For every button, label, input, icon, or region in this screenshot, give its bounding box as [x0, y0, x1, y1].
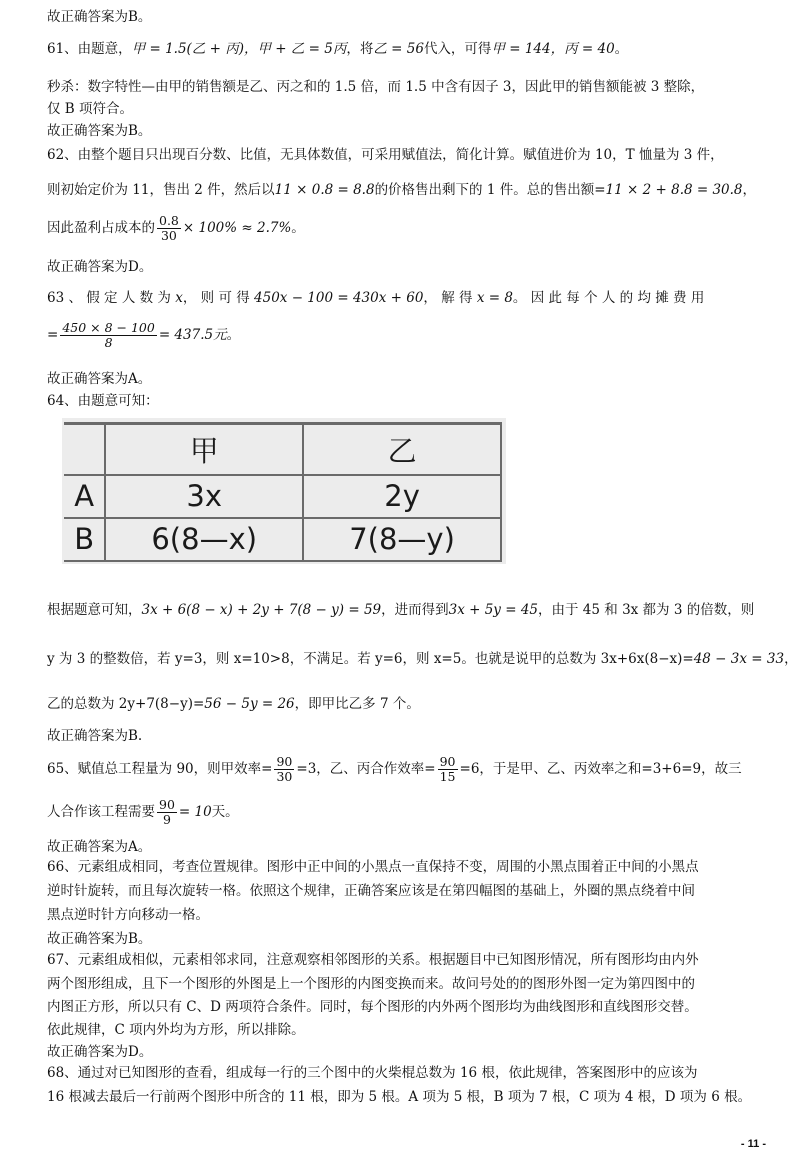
solution-65-line2 [47, 795, 782, 829]
solution-66-line2: 逆时针旋转，而且每次旋转一格。依照这个规律，正确答案应该是在第四幅图的基础上，外圈的黑点绕着中间 [47, 883, 695, 899]
answer-line-67: 故正确答案为D。 [47, 1044, 153, 1060]
equation: x = 8 [476, 290, 513, 306]
answer-line-66: 故正确答案为B。 [47, 931, 152, 947]
answer-line-60: 故正确答案为B。 [47, 9, 152, 25]
text: 。 [291, 220, 305, 236]
text: 则初始定价为 11，售出 2 件，然后以 [47, 182, 275, 198]
table-cell: 乙 [303, 424, 501, 475]
equation: 乙 = 56 [373, 41, 424, 57]
solution-61-line1 [47, 40, 782, 58]
solution-67-line1: 67、元素组成相似，元素相邻求同，注意观察相邻图形的关系。根据题目中已知图形情况，所有图形均由内外 [47, 952, 699, 968]
denominator: 30 [157, 228, 181, 243]
solution-62-line3 [47, 213, 782, 243]
solution-62-line1: 62、由整个题目只出现百分数、比值，无具体数值，可采用赋值法，简化计算。赋值进价为 10，T 恤量为 3 件， [47, 147, 724, 163]
text: ， [742, 182, 757, 198]
answer-line-63: 故正确答案为A。 [47, 371, 152, 387]
table-cell: B [64, 518, 105, 561]
answer-line-62: 故正确答案为D。 [47, 259, 153, 275]
text: 。 [614, 41, 629, 57]
text: ，进而得到 [381, 602, 449, 618]
numerator: 0.8 [159, 213, 179, 228]
equation: 3x + 5y = 45 [448, 602, 539, 618]
table-cell: 7(8—y) [303, 518, 501, 561]
text: ， 则 可 得 [182, 290, 250, 306]
fraction [60, 321, 157, 350]
text: ， [784, 651, 798, 667]
answer-line-61: 故正确答案为B。 [47, 123, 152, 139]
text: 65、赋值总工程量为 90，则甲效率= [47, 761, 273, 777]
solution-67-line4: 依此规律，C 项内外均为方形，所以排除。 [47, 1022, 305, 1038]
fraction [438, 755, 458, 784]
text: 。 因 此 每 个 人 的 均 摊 费 用 [512, 290, 705, 306]
text: 3，乙、丙合作效率= [307, 761, 436, 777]
answer-line-64: 故正确答案为B. [47, 728, 143, 744]
equation: 3x + 6(8 − x) + 2y + 7(8 − y) = 59 [141, 602, 382, 618]
solution-63-line2 [47, 320, 782, 350]
solution-66-line1: 66、元素组成相同，考查位置规律。图形中正中间的小黑点一直保持不变，周围的小黑点围着正中间的小黑点 [47, 859, 699, 875]
solution-64-line3 [47, 695, 782, 713]
equation: 11 × 0.8 = 8.8 [274, 182, 375, 198]
fraction [274, 755, 294, 784]
table-cell: A [64, 475, 105, 518]
equation: × 100% ≈ 2.7% [182, 220, 292, 236]
solution-66-line3: 黑点逆时针方向移动一格。 [47, 907, 209, 923]
denominator: 15 [439, 769, 456, 784]
text: ，将 [346, 41, 374, 57]
equation: = 10 [178, 804, 212, 820]
denominator: 9 [157, 812, 177, 827]
solution-67-line2: 两个图形组成，且下一个图形的外图是上一个图形的内图变换而来。故问号处的的图形外图一定为第四图中的 [47, 976, 695, 992]
numerator: 450 × 8 − 100 [62, 320, 155, 335]
solution-68-line2: 16 根减去最后一行前两个图形中所含的 11 根，即为 5 根。A 项为 5 根，B 项为 7 根，C 项为 4 根，D 项为 6 根。 [47, 1089, 752, 1105]
solution-62-line2 [47, 181, 782, 199]
table-header-row [64, 424, 501, 475]
text: 61、由题意， [47, 41, 132, 57]
table-row [64, 475, 501, 518]
equation: = 437.5元 [158, 327, 227, 343]
solution-61-line2: 秒杀：数字特性—由甲的销售额是乙、丙之和的 1.5 倍，而 1.5 中含有因子 3，因此甲的销售额能被 3 整除， [47, 79, 705, 95]
equation: 甲 = 144，丙 = 40 [491, 41, 615, 57]
fraction [157, 214, 181, 243]
table-cell: 甲 [105, 424, 303, 475]
equation: x [175, 290, 183, 306]
table-cell: 6(8—x) [105, 518, 303, 561]
text: 人合作该工程需要 [47, 804, 155, 820]
text: 乙的总数为 2y+7(8−y)= [47, 696, 205, 712]
denominator: 8 [60, 335, 157, 350]
solution-65-line1 [47, 752, 782, 786]
answer-line-65: 故正确答案为A。 [47, 839, 152, 855]
text: 根据题意可知， [47, 602, 142, 618]
text: 。 [226, 327, 241, 343]
text: y 为 3 的整数倍，若 y=3，则 x=10>8，不满足。若 y=6，则 x=5。也就是说甲的总数为 3x+6x(8−x)= [47, 651, 694, 667]
equation: = [296, 761, 308, 777]
text: 63 、 假 定 人 数 为 [47, 290, 171, 306]
solution-63-line1 [47, 289, 782, 307]
data-table [64, 422, 502, 562]
text: = [47, 327, 59, 343]
equation: 甲 = 1.5(乙 + 丙)，甲 + 乙 = 5丙 [131, 41, 347, 57]
table-cell [64, 424, 105, 475]
solution-68-line1: 68、通过对已知图形的查看，组成每一行的三个图中的火柴棍总数为 16 根，依此规律，答案图形中的应该为 [47, 1065, 698, 1081]
equation: 450x − 100 = 430x + 60 [254, 290, 424, 306]
solution-61-line3: 仅 B 项符合。 [47, 101, 134, 117]
text: ，即甲比乙多 7 个。 [294, 696, 420, 712]
equation: 11 × 2 + 8.8 = 30.8 [605, 182, 743, 198]
text: 因此盈利占成本的 [47, 220, 155, 236]
solution-64-line1 [47, 601, 782, 619]
table-cell: 3x [105, 475, 303, 518]
numerator: 90 [439, 754, 456, 769]
table-cell: 2y [303, 475, 501, 518]
fraction [157, 798, 177, 827]
page-number: - 11 - [740, 1138, 766, 1150]
text: ， 解 得 [423, 290, 473, 306]
table-row [64, 518, 501, 561]
text: 的价格售出剩下的 1 件。总的售出额= [374, 182, 606, 198]
text: 代入，可得 [423, 41, 492, 57]
solution-64-line2 [47, 650, 798, 668]
equation: 56 − 5y = 26 [204, 696, 295, 712]
solution-67-line3: 内图正方形，所以只有 C、D 两项符合条件。同时，每个图形的内外两个图形均为曲线图形和直线图形交替。 [47, 999, 698, 1015]
numerator: 90 [276, 754, 293, 769]
text: 6，于是甲、乙、丙效率之和=3+6=9，故三 [470, 761, 742, 777]
text: ，由于 45 和 3x 都为 3 的倍数，则 [538, 602, 755, 618]
solution-64-intro: 64、由题意可知： [47, 393, 159, 409]
equation: 48 − 3x = 33 [693, 651, 785, 667]
equation: = [459, 761, 471, 777]
numerator: 90 [159, 797, 175, 812]
denominator: 30 [276, 769, 293, 784]
text: 天。 [211, 804, 239, 820]
